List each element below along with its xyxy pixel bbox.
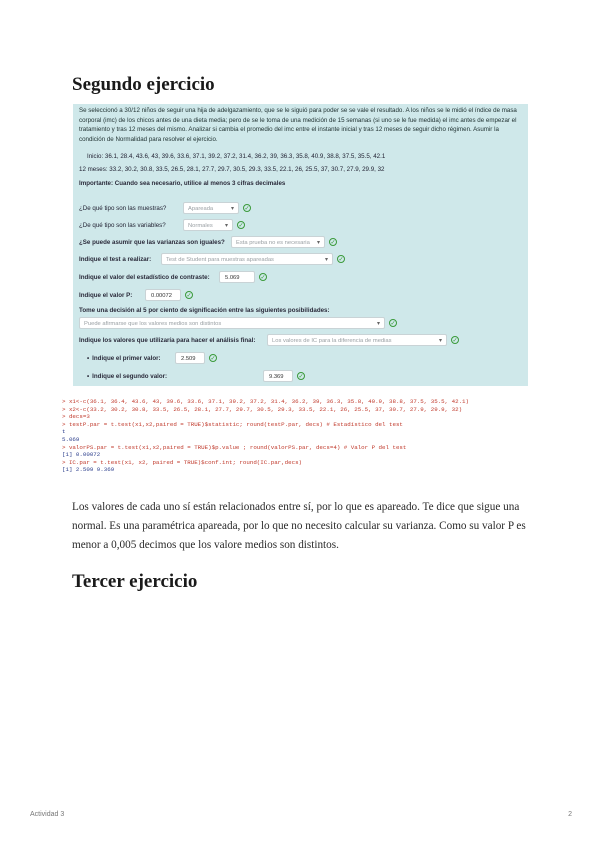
- check-icon: ✓: [452, 338, 458, 344]
- check-icon: ✓: [260, 275, 266, 281]
- chevron-down-icon: ▾: [224, 223, 228, 229]
- console-output-line: [1] 0.00072: [62, 451, 101, 459]
- quiz-data-12-meses: 12 meses: 33.2, 30.2, 30.8, 33.5, 26.5, 28.1, 27.7, 29.7, 30.5, 29.3, 33.5, 22.1, 26, 25.5, 37, 30.7, 27.9, 29.9, 32: [79, 166, 385, 173]
- q1-select[interactable]: Apareada ▾: [183, 202, 239, 214]
- q10-input[interactable]: 9.369: [263, 370, 293, 382]
- console-output-line: 5.069: [62, 435, 80, 443]
- console-output-line: t: [62, 428, 66, 436]
- r-console-output: [62, 398, 538, 480]
- check-icon: ✓: [238, 223, 244, 229]
- q7-select[interactable]: Puede afirmarse que los valores medios son distintos ▾: [79, 317, 385, 329]
- check-icon: ✓: [330, 240, 336, 246]
- check-icon: ✓: [298, 374, 304, 380]
- q5-input[interactable]: 5.069: [219, 271, 255, 283]
- q3-label: ¿Se puede asumir que las varianzas son iguales?: [79, 239, 225, 246]
- console-command-line: > x1<-c(36.1, 36.4, 43.6, 43, 39.6, 33.6, 37.1, 39.2, 37.2, 31.4, 36.2, 39, 36.3, 35.8, 40.9, 38.8, 37.5, 35.5, 42.1): [62, 398, 470, 405]
- q6-label: Indique el valor P:: [79, 292, 133, 299]
- console-command-line: > decs=3: [62, 413, 90, 421]
- chevron-down-icon: ▾: [376, 321, 380, 327]
- q8-select[interactable]: Los valores de IC para la diferencia de medias ▾: [267, 334, 447, 346]
- q4-select[interactable]: Test de Student para muestras apareadas ▾: [161, 253, 333, 265]
- q3-select[interactable]: Esta prueba no es necesaria ▾: [231, 236, 325, 248]
- chevron-down-icon: ▾: [316, 240, 320, 246]
- q2-label: ¿De qué tipo son las variables?: [79, 222, 166, 229]
- chevron-down-icon: ▾: [230, 206, 234, 212]
- q4-label: Indique el test a realizar:: [79, 256, 152, 263]
- quiz-data-inicio: Inicio: 36.1, 28.4, 43.6, 43, 39.6, 33.6, 37.1, 39.2, 37.2, 31.4, 36.2, 39, 36.3, 35.8, 40.9, 38.8, 37.5, 35.5, 42.1: [87, 153, 386, 160]
- check-icon: ✓: [186, 293, 192, 299]
- chevron-down-icon: ▾: [324, 257, 328, 263]
- explanation-paragraph: Los valores de cada uno sí están relacionados entre sí, por lo que es apareado. Te dice que sigue una normal. Es una paramétrica apareada, por lo que no necesito calcular su varianza. Como su valor P es menor a 0,005 decimos que los valore medios son distintos.: [72, 501, 526, 551]
- console-output-line: [1] 2.509 9.369: [62, 466, 115, 474]
- quiz-screenshot: [73, 104, 528, 386]
- console-command-line: > IC.par = t.test(x1, x2, paired = TRUE)$conf.int; round(IC.par,decs): [62, 458, 303, 466]
- check-icon: ✓: [390, 321, 396, 327]
- q10-label: • Indique el segundo valor:: [87, 373, 167, 380]
- console-command-line: > testP.par = t.test(x1,x2,paired = TRUE)$statistic; round(testP.par, decs) # Estadístico del test: [62, 420, 403, 428]
- q6-input[interactable]: 0.00072: [145, 289, 181, 301]
- q1-label: ¿De qué tipo son las muestras?: [79, 205, 167, 212]
- check-icon: ✓: [210, 356, 216, 362]
- q9-label: • Indique el primer valor:: [87, 355, 161, 362]
- section-heading-segundo: Segundo ejercicio: [72, 74, 215, 95]
- footer-activity-label: Actividad 3: [30, 811, 65, 818]
- section-heading-tercer: Tercer ejercicio: [72, 571, 198, 592]
- quiz-intro-text: Se seleccionó a 30/12 niños de seguir una hija de adelgazamiento, que se le siguió para poder se se vale el resultado. A los niños se le midió el índice de masa corporal (imc) de los chicos antes de una dieta media; pero de se le toma de una medición de 15 semanas (si uno se le fue medida) el imc antes de empezar el tratamiento y tras 12 meses del mismo. Analizar si cambia el promedio del imc entre el instante inicial y tras 12 meses de seguir dicho régimen. Asumir la condición de Normalidad para resolver el ejercicio.: [79, 107, 517, 143]
- page-number: 2: [568, 811, 572, 818]
- console-command-line: > valorPS.par = t.test(x1,x2,paired = TRUE)$p.value ; round(valorPS.par, decs=4) # Valor P del test: [62, 443, 407, 451]
- q9-input[interactable]: 2.509: [175, 352, 205, 364]
- check-icon: ✓: [244, 206, 250, 212]
- q2-select[interactable]: Normales ▾: [183, 219, 233, 231]
- check-icon: ✓: [338, 257, 344, 263]
- console-command-line: > x2<-c(33.2, 30.2, 30.8, 33.5, 26.5, 28.1, 27.7, 29.7, 30.5, 29.3, 33.5, 22.1, 26, 25.5, 37, 30.7, 27.9, 29.9, 32): [62, 405, 463, 413]
- quiz-important-note: Importante: Cuando sea necesario, utilice al menos 3 cifras decimales: [79, 180, 286, 187]
- q7-label: Tome una decisión al 5 por ciento de significación entre las siguientes posibilidades:: [79, 307, 330, 314]
- q8-label: Indique los valores que utilizaría para hacer el análisis final:: [79, 337, 256, 344]
- q5-label: Indique el valor del estadístico de contraste:: [79, 274, 210, 281]
- chevron-down-icon: ▾: [438, 338, 442, 344]
